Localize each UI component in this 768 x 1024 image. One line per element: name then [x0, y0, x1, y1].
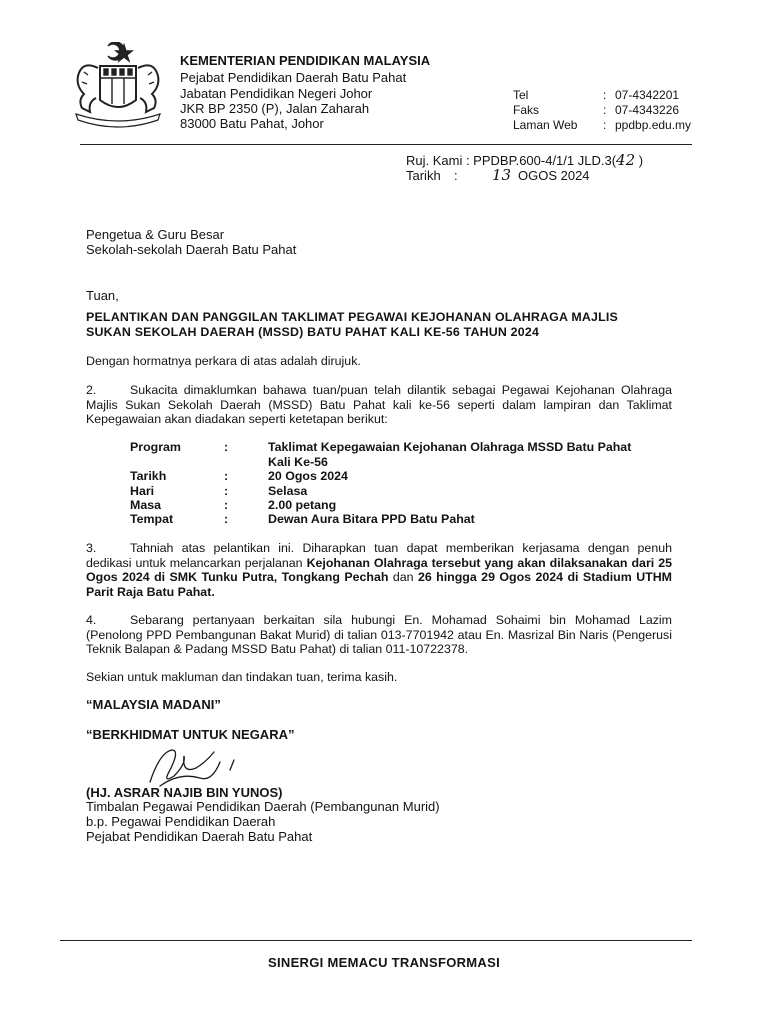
closing-line: Sekian untuk makluman dan tindakan tuan, terima kasih.	[86, 670, 398, 684]
recipient-line-2: Sekolah-sekolah Daerah Batu Pahat	[86, 242, 297, 257]
paragraph-3: 3. Tahniah atas pelantikan ini. Diharapkan tuan dapat memberikan kerjasama dengan penuh dedikasi untuk melancarkan perjalanan Kejohanan Olahraga tersebut yang akan dilaksanakan dari 25 Ogos 2024 di SMK Tunku Putra, Tongkang Pechah dan 26 hingga 29 Ogos 2024 di Stadium UTHM Parit Raja Batu Pahat.	[86, 541, 672, 599]
reference-number: Ruj. Kami : PPDBP.600-4/1/1 JLD.3(42 )	[406, 151, 644, 169]
contact-website: Laman Web : ppdbp.edu.my	[513, 118, 692, 132]
slogan-berkhidmat: “BERKHIDMAT UNTUK NEGARA”	[86, 727, 295, 742]
ministry-name: KEMENTERIAN PENDIDIKAN MALAYSIA	[180, 53, 431, 68]
paragraph-2: 2. Sukacita dimaklumkan bahawa tuan/puan telah dilantik sebagai Pegawai Kejohanan Olahraga Majlis Sukan Sekolah Daerah (MSSD) Batu Pahat kali ke-56 seperti dalam lampiran dan Taklimat Kepegawaian akan diadakan seperti ketetapan berikut:	[86, 383, 672, 426]
footer-slogan: SINERGI MEMACU TRANSFORMASI	[268, 955, 500, 970]
signatory-title-2: b.p. Pegawai Pendidikan Daerah	[86, 814, 276, 829]
office-name: Pejabat Pendidikan Daerah Batu Pahat	[180, 70, 407, 85]
paragraph-4: 4. Sebarang pertanyaan berkaitan sila hubungi En. Mohamad Sohaimi bin Mohamad Lazim (Penolong PPD Pembangunan Bakat Murid) di talian 013-7701942 atau En. Masrizal Bin Naris (Pengerusi Teknik Balapan & Padang MSSD Batu Pahat) di talian 011-10722378.	[86, 613, 672, 656]
salutation: Tuan,	[86, 288, 119, 303]
signatory-title-3: Pejabat Pendidikan Daerah Batu Pahat	[86, 829, 313, 844]
address-line-1: JKR BP 2350 (P), Jalan Zaharah	[180, 101, 370, 116]
contact-fax: Faks : 07-4343226	[513, 103, 680, 117]
programme-row: Program : Taklimat Kepegawaian Kejohanan Olahraga MSSD Batu Pahat Kali Ke-56	[130, 440, 632, 469]
footer-divider	[60, 940, 692, 941]
address-line-2: 83000 Batu Pahat, Johor	[180, 116, 324, 131]
contact-tel: Tel : 07-4342201	[513, 88, 680, 102]
header-divider	[80, 144, 692, 145]
letter-date: Tarikh : 13 OGOS 2024	[406, 166, 590, 184]
subject-title: PELANTIKAN DAN PANGGILAN TAKLIMAT PEGAWAI KEJOHANAN OLAHRAGA MAJLIS SUKAN SEKOLAH DAERAH (MSSD) BATU PAHAT KALI KE-56 TAHUN 2024	[86, 310, 618, 339]
signatory-name: (HJ. ASRAR NAJIB BIN YUNOS)	[86, 785, 283, 800]
signatory-title-1: Timbalan Pegawai Pendidikan Daerah (Pembangunan Murid)	[86, 799, 440, 814]
paragraph-1: Dengan hormatnya perkara di atas adalah dirujuk.	[86, 354, 361, 368]
recipient-line-1: Pengetua & Guru Besar	[86, 227, 225, 242]
government-crest-icon	[68, 42, 168, 132]
department-name: Jabatan Pendidikan Negeri Johor	[180, 86, 373, 101]
slogan-malaysia-madani: “MALAYSIA MADANI”	[86, 697, 221, 712]
